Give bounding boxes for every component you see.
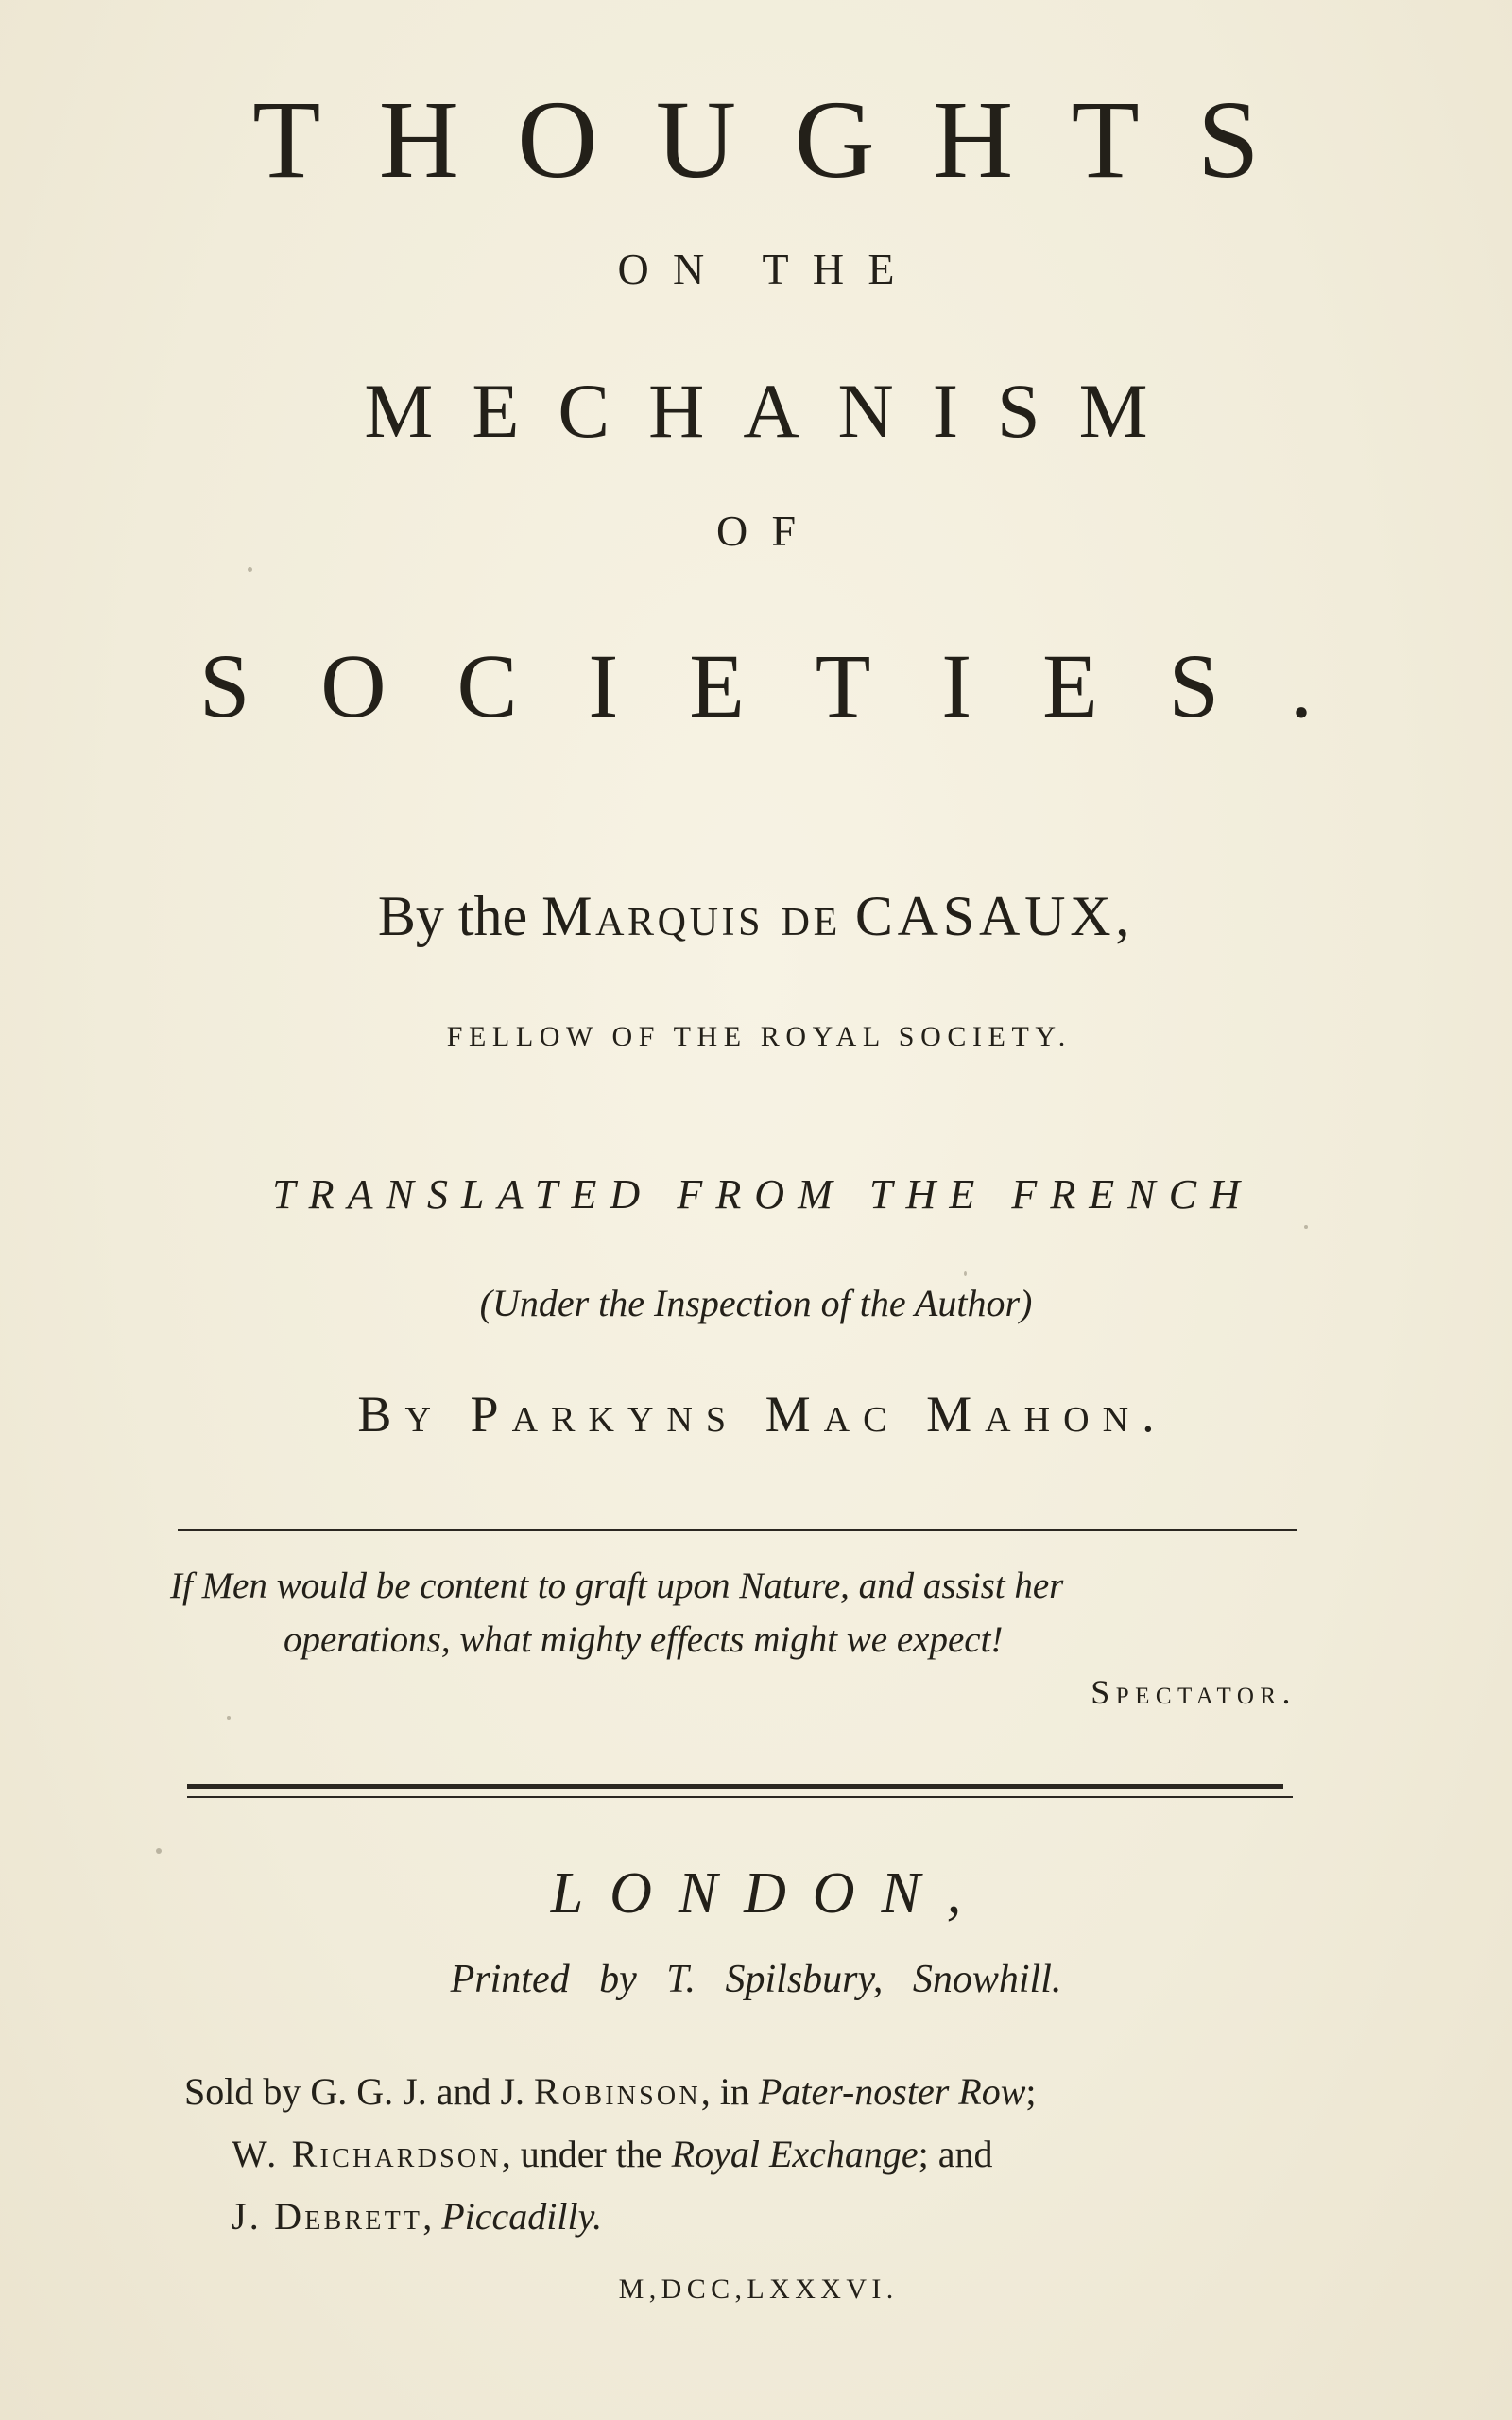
translator-line [0,1385,1512,1443]
location-1-prefix: , in [700,2070,749,2113]
paper-speck [248,567,252,572]
sold-intro: Sold by G. G. J. and J. [184,2070,525,2113]
author-line [0,884,1512,949]
bookseller-richardson: W. Richardson [232,2133,502,2175]
booksellers-line-1 [184,2061,1318,2123]
title-on-the: ON THE [617,245,919,293]
divider-rule-thick [187,1784,1283,1789]
location-royal-exchange: Royal Exchange [671,2133,919,2175]
separator-1: ; [1025,2070,1037,2113]
title-thoughts: THOUGHTS [252,78,1318,201]
title-societies: SOCIETIES. [199,635,1383,736]
divider-rule-top [178,1529,1297,1531]
divider-rule-thin [187,1796,1293,1798]
booksellers-line-3 [184,2186,1318,2248]
epigraph-line-1: If Men would be content to graft upon Nature, and assist her [170,1565,1064,1606]
paper-speck [1304,1225,1308,1229]
author-name: CASAUX, [854,885,1135,947]
location-2-prefix: , under the [501,2133,662,2175]
booksellers-line-2 [184,2123,1318,2186]
translator-prefix: By [357,1386,444,1443]
separator-2: ; and [918,2133,993,2175]
location-pater-noster-row: Pater-noster Row [758,2070,1026,2113]
paper-speck [156,1848,162,1854]
paper-speck [964,1271,967,1276]
imprint-printer: Printed by T. Spilsbury, Snowhill. [450,1958,1062,2001]
imprint-city: LONDON, [550,1861,988,1926]
translation-note: (Under the Inspection of the Author) [479,1282,1033,1324]
author-distinction: FELLOW OF THE ROYAL SOCIETY. [446,1021,1072,1052]
epigraph-line-2: operations, what mighty effects might we expect! [284,1619,1004,1660]
location-piccadilly: Piccadilly. [441,2195,603,2238]
imprint-date: M,DCC,LXXXVI. [618,2273,899,2305]
location-3-prefix: , [422,2195,433,2238]
epigraph [170,1564,1304,1712]
imprint-booksellers [184,2061,1318,2248]
translation-heading: TRANSLATED FROM THE FRENCH [272,1171,1253,1218]
title-mechanism: MECHANISM [364,368,1187,454]
author-prefix: By the [377,885,528,947]
bookseller-debrett: J. Debrett [232,2195,423,2238]
paper-speck [227,1716,231,1720]
epigraph-source: Spectator. [1091,1673,1297,1711]
author-rank: Marquis de [541,885,841,947]
title-of: OF [715,507,820,555]
bookseller-robinson: Robinson [534,2070,701,2113]
translator-name: Parkyns Mac Mahon. [470,1386,1168,1443]
